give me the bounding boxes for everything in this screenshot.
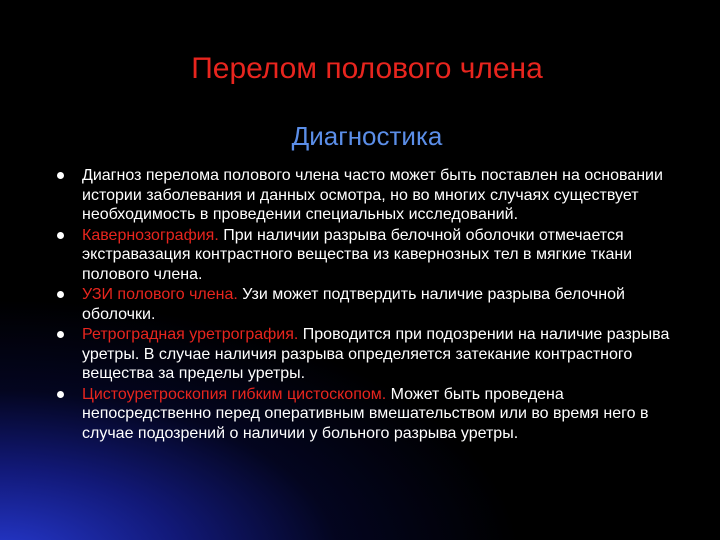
bullet-item bbox=[54, 166, 694, 225]
bullet-item bbox=[54, 285, 694, 324]
bullet-dot-icon bbox=[57, 172, 64, 179]
bullet-dot-icon bbox=[57, 291, 64, 298]
bullet-text: При наличии разрыва белочной оболочки отмечается экстравазация контрастного вещества из кавернозных тел в мягкие ткани полового члена. bbox=[82, 226, 633, 283]
slide-subtitle: Диагностика bbox=[291, 121, 443, 151]
bullet-dot-icon bbox=[57, 391, 64, 398]
bullet-list bbox=[54, 166, 694, 444]
bullet-text: Узи может подтвердить наличие разрыва белочной оболочки. bbox=[82, 286, 625, 323]
bullet-text: Проводится при подозрении на наличие разрыва уретры. В случае наличия разрыва определяется затекание контрастного вещества за пределы уретры. bbox=[82, 326, 670, 382]
bullet-item bbox=[54, 325, 694, 384]
bullet-item bbox=[54, 226, 694, 285]
bullet-dot-icon bbox=[57, 232, 64, 239]
bullet-dot-icon bbox=[57, 331, 64, 338]
bullet-text: Может быть проведена непосредственно перед оперативным вмешательством или во время него в случае подозрений о наличии у больного разрыва уретры. bbox=[82, 385, 649, 442]
bullet-term: Кавернозография. bbox=[82, 226, 219, 244]
bullet-term: Ретроградная уретрография. bbox=[82, 326, 299, 343]
bullet-text: Диагноз перелома полового члена часто может быть поставлен на основании истории заболевания и данных осмотра, но во многих случаях существует необходимость в проведении специальных исследований. bbox=[82, 167, 663, 223]
bullet-term: УЗИ полового члена. bbox=[82, 286, 238, 303]
bullet-term: Цистоуретроскопия гибким цистоскопом. bbox=[82, 385, 387, 403]
slide-title: Перелом полового члена bbox=[191, 52, 543, 85]
bullet-item bbox=[54, 385, 694, 444]
